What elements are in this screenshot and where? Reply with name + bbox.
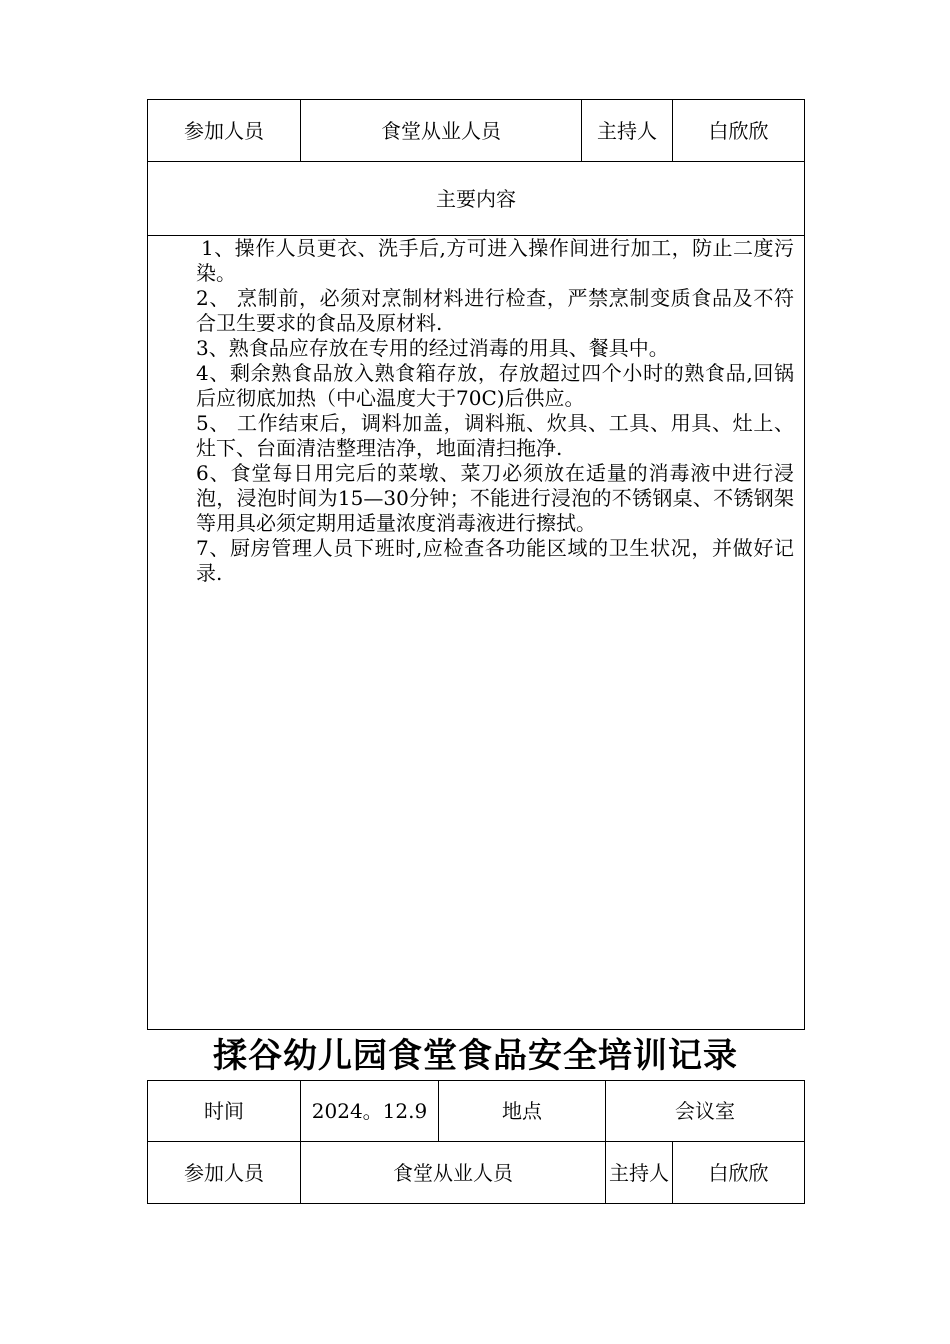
place-label: 地点 [439, 1081, 606, 1142]
training-record-info-table [147, 1080, 805, 1204]
content-item: 5、 工作结束后，调料加盖，调料瓶、炊具、工具、用具、灶上、灶下、台面清洁整理洁净，地面清扫拖净. [196, 411, 794, 460]
host-label: 主持人 [582, 100, 673, 162]
content-item: 4、剩余熟食品放入熟食箱存放，存放超过四个小时的熟食品,回锅后应彻底加热（中心温度大于70C)后供应。 [196, 361, 794, 410]
content-item: 7、厨房管理人员下班时,应检查各功能区域的卫生状况，并做好记录. [196, 536, 794, 585]
content-item: 3、熟食品应存放在专用的经过消毒的用具、餐具中。 [196, 336, 669, 360]
participants-value: 食堂从业人员 [301, 100, 582, 162]
content-item: 2、 烹制前，必须对烹制材料进行检查，严禁烹制变质食品及不符合卫生要求的食品及原材料. [196, 286, 794, 335]
content-list [148, 236, 804, 586]
place-value: 会议室 [606, 1081, 805, 1142]
time-value: 2024。12.9 [301, 1081, 439, 1142]
content-cell [148, 236, 805, 1030]
training-record-content-table [147, 99, 805, 1030]
document-title: 揉谷幼儿园食堂食品安全培训记录 [213, 1036, 738, 1076]
content-item: 1、操作人员更衣、洗手后,方可进入操作间进行加工，防止二度污染。 [196, 236, 794, 285]
participants-label: 参加人员 [148, 100, 301, 162]
participants-label: 参加人员 [148, 1142, 301, 1204]
time-label: 时间 [148, 1081, 301, 1142]
host-value: 白欣欣 [673, 1142, 805, 1204]
host-label: 主持人 [606, 1142, 673, 1204]
participants-value: 食堂从业人员 [301, 1142, 606, 1204]
content-header: 主要内容 [148, 162, 805, 236]
content-item: 6、食堂每日用完后的菜墩、菜刀必须放在适量的消毒液中进行浸泡，浸泡时间为15—30分钟；不能进行浸泡的不锈钢桌、不锈钢架等用具必须定期用适量浓度消毒液进行擦拭。 [196, 461, 794, 535]
host-value: 白欣欣 [673, 100, 805, 162]
